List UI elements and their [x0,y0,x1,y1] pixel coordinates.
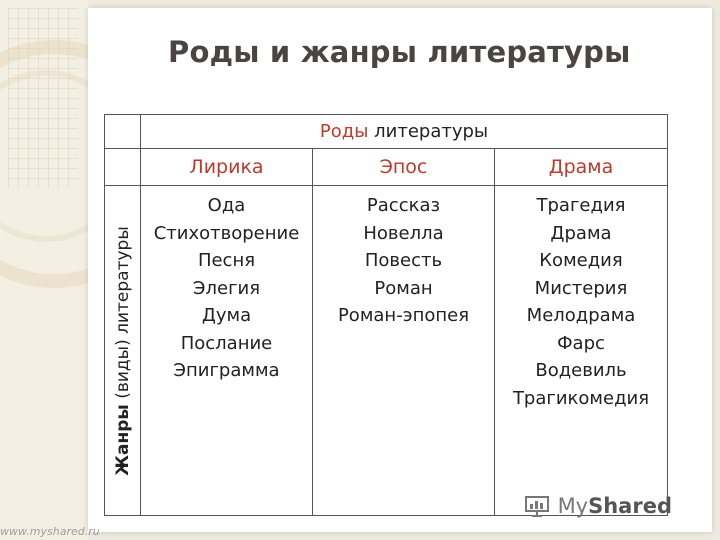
list-item: Стихотворение [153,222,300,244]
list-item: Дума [201,305,252,326]
column-header-lyric: Лирика [141,149,313,186]
column-header-drama: Драма [495,149,668,186]
column-header-row [105,149,668,186]
list-item: Мистерия [534,277,628,299]
table-body-row [105,186,668,516]
header-accent: Роды [319,121,369,142]
list-item: Рассказ [366,195,441,216]
list-lyric [141,186,313,516]
list-item: Трагедия [536,195,626,216]
corner-cell-2 [105,149,141,186]
list-epic [313,186,495,516]
presentation-icon [524,494,552,518]
list-item: Песня [197,250,256,271]
brand-text: MyShared [557,494,672,518]
corner-cell [105,115,141,149]
background-strip [0,0,88,540]
column-header-epic: Эпос [313,149,495,186]
list-item: Фарс [557,332,605,354]
myshared-logo [524,494,672,518]
list-drama [495,186,668,516]
footer-url: www.myshared.ru [0,525,100,538]
list-item: Новелла [363,222,444,244]
side-label-cell [105,186,141,516]
slide-title: Роды и жанры литературы [168,35,631,69]
list-item: Роман-эпопея [337,305,470,326]
list-item: Повесть [364,250,443,271]
list-item: Эпиграмма [173,360,280,381]
list-item: Водевиль [535,360,627,381]
side-label: Жанры (виды) литературы [112,225,133,476]
list-item: Трагикомедия [512,387,650,409]
header-cell [141,115,668,149]
list-item: Драма [550,222,612,244]
list-item: Роман [374,277,433,299]
slide [88,8,712,532]
table-header-row [105,115,668,149]
list-item: Элегия [192,277,261,299]
header-rest: литературы [368,121,489,142]
list-item: Мелодрама [526,305,636,326]
list-item: Ода [207,195,246,216]
list-item: Комедия [539,250,623,271]
genres-table [104,114,668,516]
list-item: Послание [180,332,273,354]
